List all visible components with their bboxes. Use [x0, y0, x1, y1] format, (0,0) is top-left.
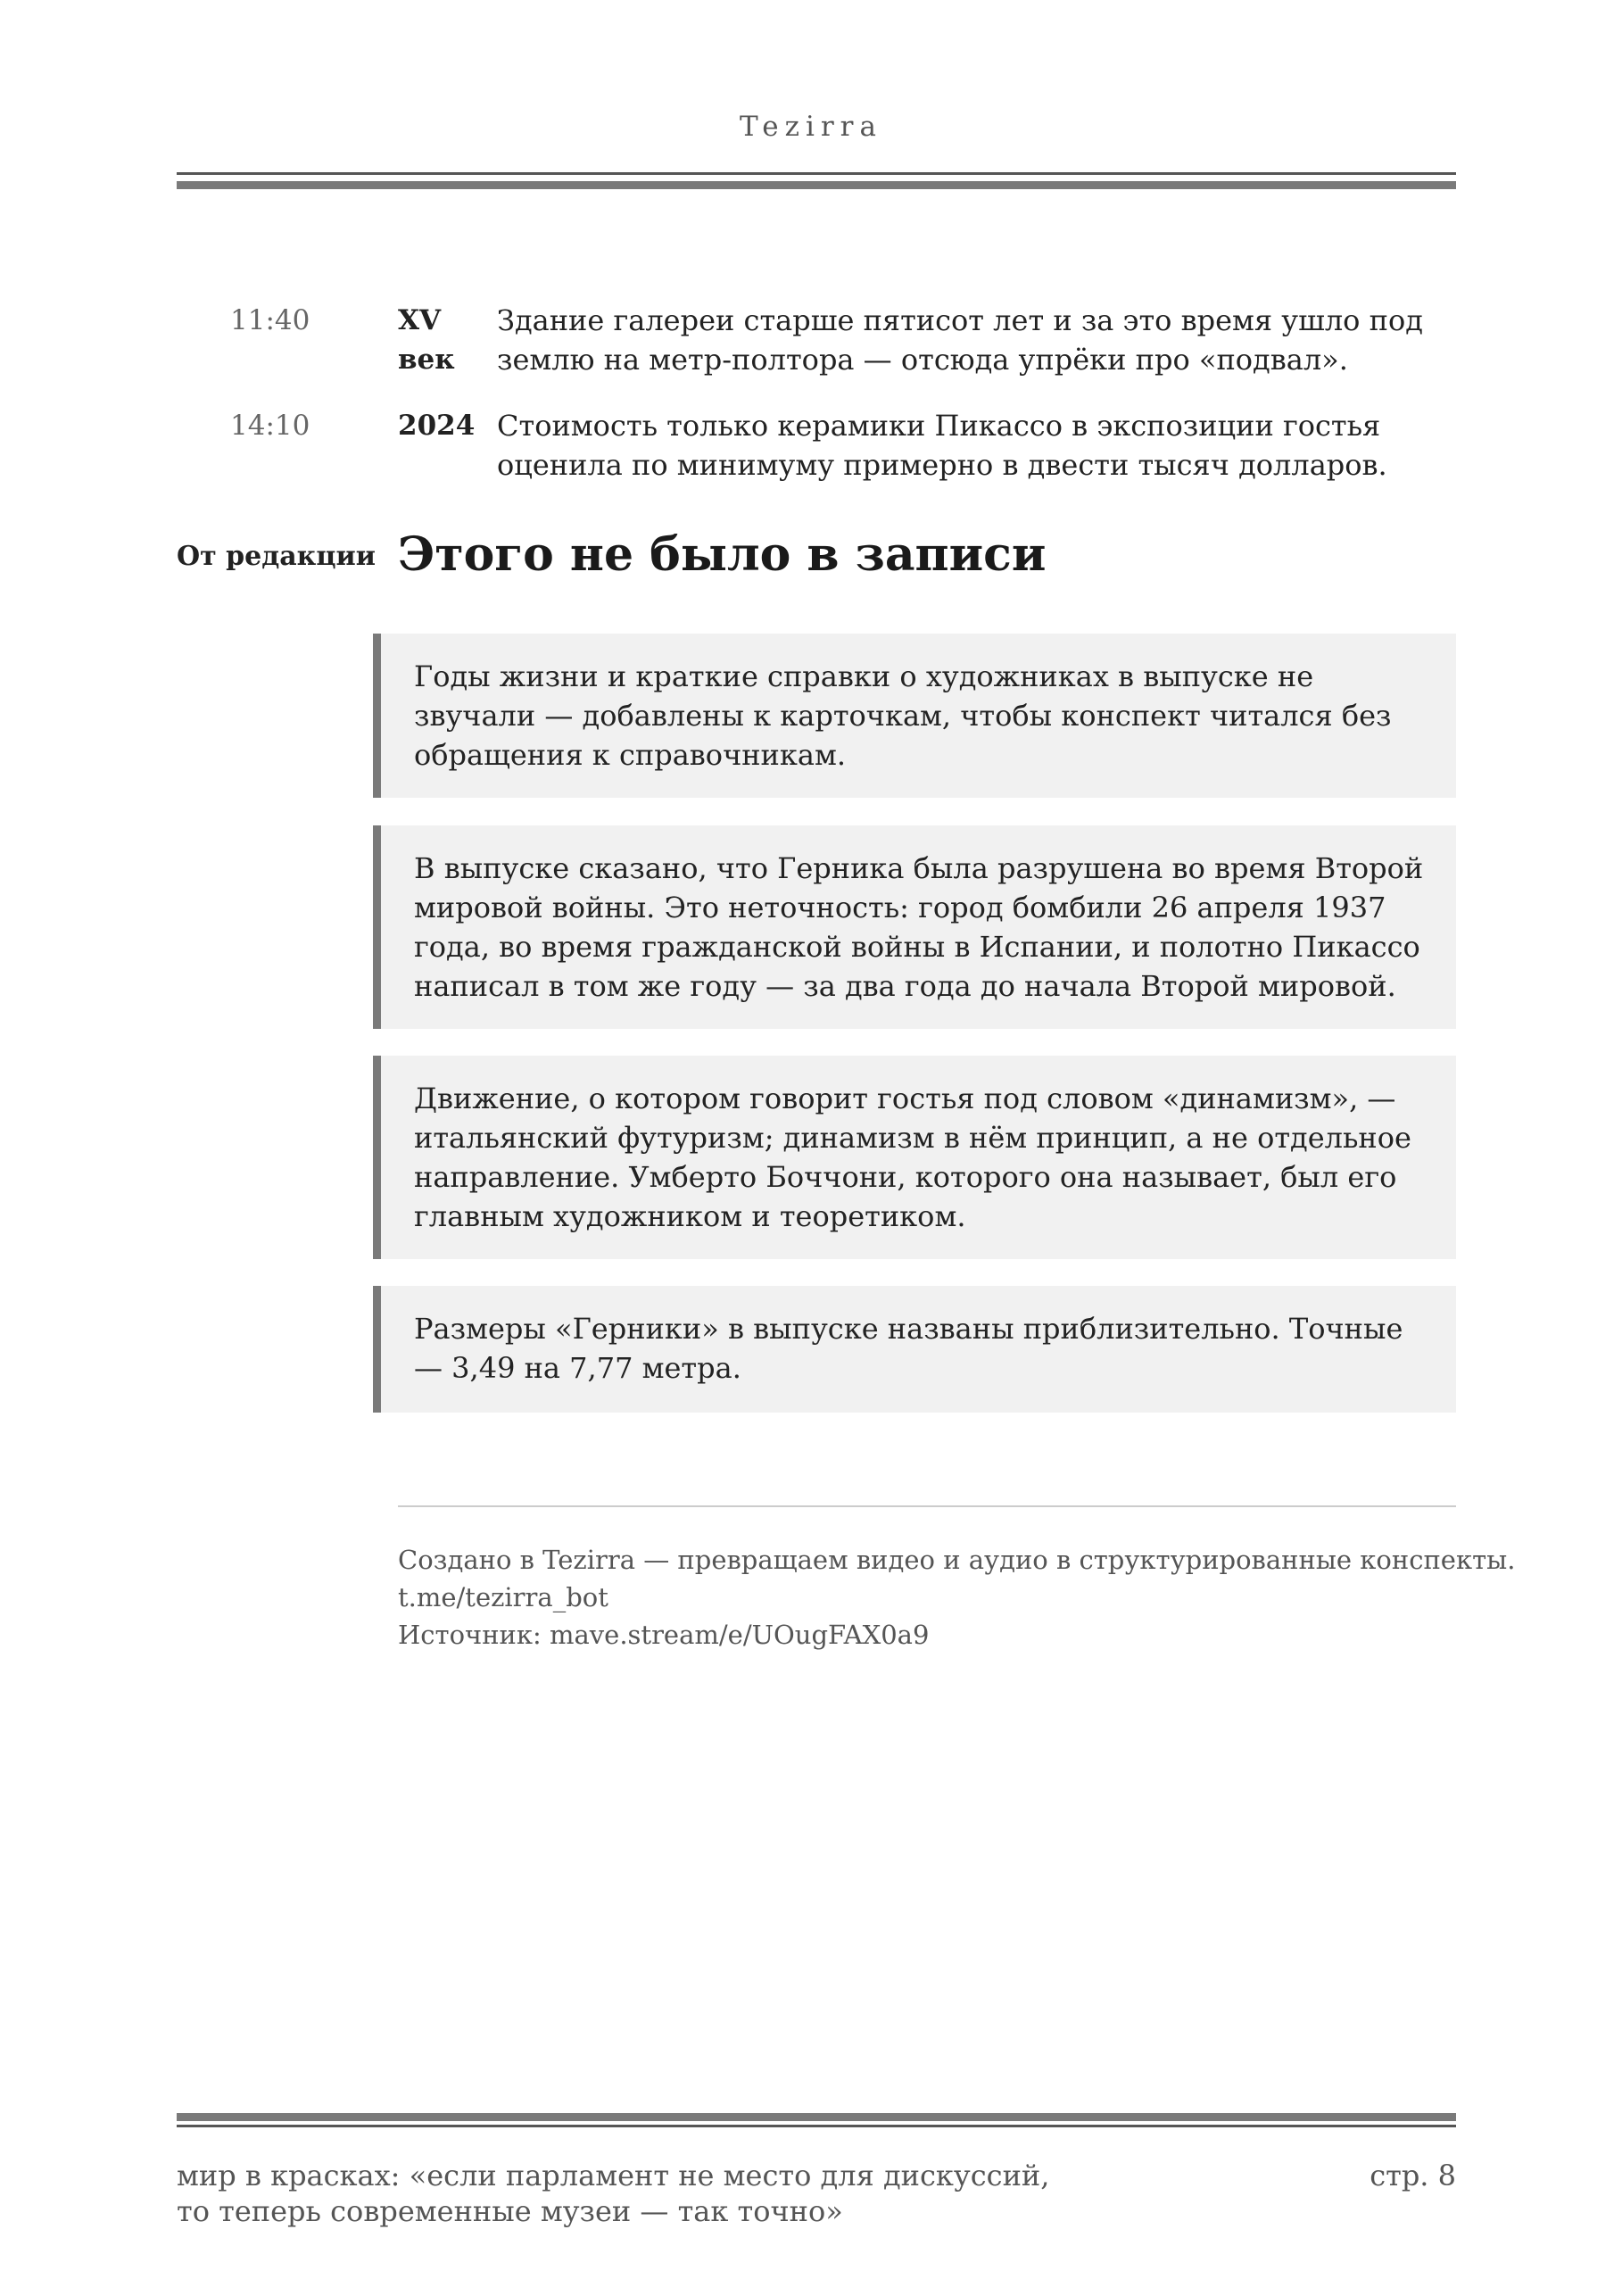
editor-note	[373, 634, 1456, 798]
editor-note-text: Движение, о котором говорит гостья под словом «динамизм», — итальянский футуризм; динамизм в нём принцип, а не отдельное направление. Умберто Боччони, которого она называет, был его главным художником и теоретиком.	[414, 1082, 1411, 1233]
timeline-tag-line: 2024	[398, 410, 476, 442]
editor-label: От редакции	[177, 541, 376, 572]
running-footer-title-line: то теперь современные музеи — так точно»	[177, 2194, 843, 2228]
editor-note	[373, 1056, 1456, 1259]
timeline-text: Стоимость только керамики Пикассо в экспозиции гостья оценила по минимуму примерно в двести тысяч долларов.	[497, 409, 1387, 482]
timeline-text: Здание галереи старше пятисот лет и за это время ушло под землю на метр-полтора — отсюда упрёки про «подвал».	[497, 303, 1423, 377]
editor-heading: Этого не было в записи	[398, 527, 1047, 582]
page-number: стр. 8	[1370, 2159, 1456, 2192]
credits-source[interactable]: Источник: mave.stream/e/UOugFAX0a9	[398, 1620, 930, 1650]
credits-divider	[398, 1505, 1456, 1507]
footer-rule-thin	[177, 2125, 1456, 2127]
timeline-tag-line: век	[398, 344, 455, 376]
editor-note-text: Размеры «Герники» в выпуске названы приблизительно. Точные — 3,49 на 7,77 метра.	[414, 1312, 1403, 1385]
credits-link[interactable]: t.me/tezirra_bot	[398, 1582, 608, 1612]
running-footer-title-line: мир в красках: «если парламент не место для дискуссий,	[177, 2159, 1050, 2192]
editor-note	[373, 825, 1456, 1029]
timestamp: 11:40	[230, 304, 310, 336]
editor-note-text: Годы жизни и краткие справки о художниках в выпуске не звучали — добавлены к карточкам, чтобы конспект читался без обращения к справочникам.	[414, 659, 1392, 772]
timeline-tag	[398, 301, 487, 379]
running-header-title: Tezirra	[740, 111, 882, 143]
running-footer-title	[177, 2158, 1069, 2229]
header-rule-thick	[177, 181, 1456, 189]
editor-note	[373, 1286, 1456, 1413]
timeline-tag	[398, 406, 487, 445]
footer-rule-thick	[177, 2113, 1456, 2121]
timeline-tag-line: XV	[398, 304, 442, 336]
header-rule-thin	[177, 172, 1456, 175]
credits-line: Создано в Tezirra — превращаем видео и аудио в структурированные конспекты.	[398, 1545, 1516, 1575]
timestamp: 14:10	[230, 410, 310, 442]
editor-note-text: В выпуске сказано, что Герника была разрушена во время Второй мировой войны. Это неточность: город бомбили 26 апреля 1937 года, во время гражданской войны в Испании, и полотно Пикассо написал в том же году — за два года до начала Второй мировой.	[414, 851, 1424, 1003]
